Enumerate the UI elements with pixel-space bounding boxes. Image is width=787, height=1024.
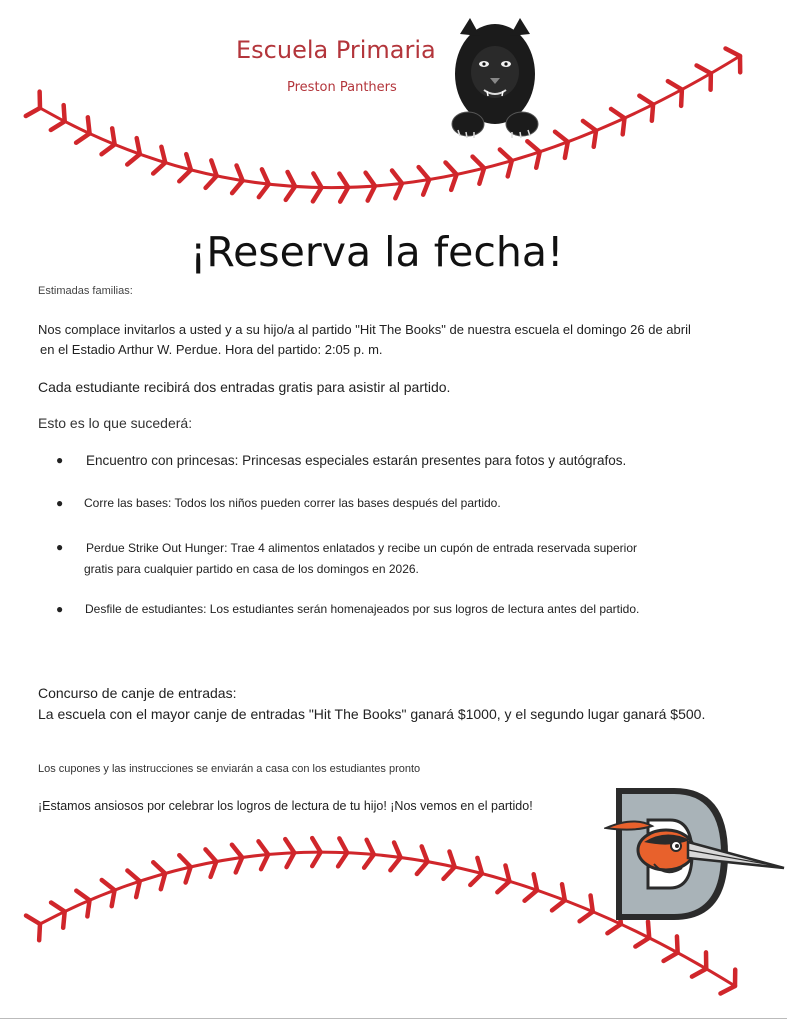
seam-stitch bbox=[286, 186, 295, 199]
seam-stitch bbox=[479, 168, 484, 184]
seam-stitch bbox=[312, 852, 320, 866]
seam-stitch bbox=[508, 161, 512, 177]
contest-section bbox=[38, 683, 705, 725]
seam-stitch bbox=[285, 839, 294, 853]
seam-stitch bbox=[232, 845, 242, 858]
seam-stitch bbox=[127, 154, 140, 164]
seam-stitch bbox=[639, 96, 653, 105]
seam-stitch bbox=[552, 900, 565, 910]
shorebirds-d-logo-icon bbox=[604, 784, 786, 924]
seam-stitch bbox=[338, 853, 347, 867]
seam-stitch bbox=[652, 104, 653, 120]
bullet-icon: ● bbox=[56, 540, 64, 554]
closing-message: ¡Estamos ansiosos por celebrar los logros de lectura de tu hijo! ¡Nos vemos en el partido! bbox=[38, 799, 533, 813]
seam-stitch bbox=[451, 174, 456, 189]
panther-mascot-icon bbox=[446, 12, 544, 142]
list-item-text: Corre las bases: Todos los niños pueden correr las bases después del partido. bbox=[84, 496, 501, 510]
seam-stitch bbox=[720, 986, 735, 993]
seam-stitch bbox=[697, 65, 711, 73]
invite-paragraph bbox=[38, 320, 758, 360]
coupons-note: Los cupones y las instrucciones se enviarán a casa con los estudiantes pronto bbox=[38, 763, 421, 775]
seam-stitch bbox=[102, 880, 115, 890]
seam-stitch bbox=[500, 150, 512, 161]
seam-stitch bbox=[87, 900, 89, 916]
seam-stitch bbox=[205, 849, 216, 861]
seam-stitch bbox=[26, 916, 40, 924]
seam-stitch bbox=[153, 862, 165, 873]
page-divider bbox=[0, 1018, 787, 1019]
contest-title: Concurso de canje de entradas: bbox=[38, 685, 237, 701]
seam-stitch bbox=[261, 854, 268, 869]
seam-stitch bbox=[313, 173, 321, 187]
seam-stitch bbox=[677, 936, 678, 952]
seam-stitch bbox=[367, 840, 374, 855]
seam-stitch bbox=[392, 170, 402, 183]
seam-stitch bbox=[497, 881, 509, 892]
seam-stitch bbox=[76, 134, 89, 143]
list-item-text-continued: gratis para cualquier partido en casa de los domingos en 2026. bbox=[84, 562, 419, 576]
seam-stitch bbox=[339, 838, 347, 852]
seam-stitch bbox=[607, 924, 621, 933]
seam-stitch bbox=[635, 938, 649, 947]
seam-stitch bbox=[51, 121, 65, 130]
seam-stitch bbox=[534, 874, 537, 890]
seam-stitch bbox=[76, 891, 89, 901]
bullet-icon: ● bbox=[56, 496, 64, 510]
seam-stitch bbox=[259, 184, 269, 197]
seam-stitch bbox=[591, 895, 593, 911]
seam-stitch bbox=[236, 857, 242, 872]
bullet-icon: ● bbox=[56, 602, 64, 616]
seam-stitch bbox=[527, 141, 539, 152]
seam-stitch bbox=[477, 858, 482, 874]
seam-stitch bbox=[312, 838, 320, 852]
seam-stitch bbox=[390, 857, 400, 870]
seam-stitch bbox=[726, 48, 740, 56]
contest-text: La escuela con el mayor canje de entradas "Hit The Books" ganará $1000, y el segundo lugar ganará $500. bbox=[38, 706, 706, 722]
seam-stitch bbox=[668, 81, 682, 89]
invite-line: en el Estadio Arthur W. Perdue. Hora del partido: 2:05 p. m. bbox=[40, 342, 383, 357]
seam-stitch bbox=[446, 162, 457, 174]
seam-stitch bbox=[39, 924, 40, 940]
seam-stitch bbox=[287, 853, 295, 867]
seam-stitch bbox=[186, 154, 191, 170]
list-item-text: Desfile de estudiantes: Los estudiantes serán homenajeados por sus logros de lectura antes del partido. bbox=[85, 602, 640, 616]
seam-stitch bbox=[206, 176, 217, 188]
seam-stitch bbox=[51, 903, 65, 912]
seam-stitch bbox=[112, 890, 115, 906]
seam-stitch bbox=[368, 186, 375, 201]
seam-stitch bbox=[161, 873, 165, 889]
seam-stitch bbox=[232, 181, 243, 194]
seam-stitch bbox=[395, 183, 402, 198]
seam-stitch bbox=[449, 852, 454, 867]
seam-stitch bbox=[262, 169, 269, 184]
seam-stitch bbox=[340, 187, 348, 201]
seam-stitch bbox=[505, 865, 509, 881]
seam-stitch bbox=[313, 188, 322, 202]
seam-stitch bbox=[102, 144, 115, 154]
seam-stitch bbox=[179, 170, 191, 181]
invite-line: Nos complace invitarlos a usted y a su hijo/a al partido "Hit The Books" de nuestra escuela el domingo 26 de abril bbox=[38, 322, 691, 337]
seam-stitch bbox=[127, 871, 139, 882]
seam-stitch bbox=[211, 160, 216, 175]
events-heading: Esto es lo que sucederá: bbox=[38, 415, 193, 431]
list-item-text: Perdue Strike Out Hunger: Trae 4 alimentos enlatados y recibe un cupón de entrada reservada superior bbox=[86, 541, 637, 555]
seam-stitch bbox=[186, 867, 191, 883]
seam-stitch bbox=[536, 152, 540, 168]
seam-curve bbox=[40, 56, 740, 188]
seam-stitch bbox=[26, 108, 40, 116]
seam-stitch bbox=[681, 90, 682, 106]
seam-stitch bbox=[258, 841, 268, 854]
seam-stitch bbox=[136, 881, 140, 897]
seam-stitch bbox=[417, 862, 428, 874]
seam-stitch bbox=[594, 131, 596, 147]
tickets-note: Cada estudiante recibirá dos entradas gratis para asistir al partido. bbox=[38, 379, 451, 395]
seam-stitch bbox=[366, 173, 375, 186]
seam-stitch bbox=[179, 855, 190, 867]
seam-stitch bbox=[580, 912, 593, 922]
seam-stitch bbox=[63, 912, 65, 928]
greeting: Estimadas familias: bbox=[38, 285, 133, 297]
seam-stitch bbox=[211, 862, 217, 877]
seam-stitch bbox=[422, 846, 428, 861]
school-name: Escuela Primaria bbox=[236, 36, 436, 64]
list-item-text: Encuentro con princesas: Princesas especiales estarán presentes para fotos y autógrafos. bbox=[86, 453, 627, 468]
seam-stitch bbox=[419, 167, 430, 179]
seam-stitch bbox=[562, 884, 565, 900]
seam-stitch bbox=[423, 180, 429, 195]
school-subtitle: Preston Panthers bbox=[287, 80, 397, 95]
seam-stitch bbox=[112, 128, 114, 144]
seam-stitch bbox=[623, 118, 625, 134]
seam-stitch bbox=[64, 105, 65, 121]
seam-stitch bbox=[473, 157, 485, 169]
seam-stitch bbox=[611, 109, 624, 118]
seam-stitch bbox=[88, 117, 90, 133]
seam-stitch bbox=[692, 969, 706, 977]
seam-stitch bbox=[153, 163, 165, 174]
seam-stitch bbox=[583, 121, 596, 131]
seam-stitch bbox=[555, 132, 568, 142]
seam-stitch bbox=[339, 174, 348, 188]
bullet-icon: ● bbox=[56, 453, 64, 467]
headline: ¡Reserva la fecha! bbox=[190, 228, 564, 276]
seam-stitch bbox=[288, 172, 295, 187]
seam-stitch bbox=[565, 142, 568, 158]
seam-stitch bbox=[237, 165, 243, 180]
seam-stitch bbox=[525, 890, 537, 901]
seam-stitch bbox=[137, 138, 140, 154]
seam-stitch bbox=[443, 867, 454, 879]
seam-stitch bbox=[161, 147, 165, 163]
seam-stitch bbox=[470, 874, 482, 885]
seam-stitch bbox=[364, 855, 374, 868]
seam-stitch bbox=[394, 842, 400, 857]
seam-stitch bbox=[664, 953, 678, 961]
